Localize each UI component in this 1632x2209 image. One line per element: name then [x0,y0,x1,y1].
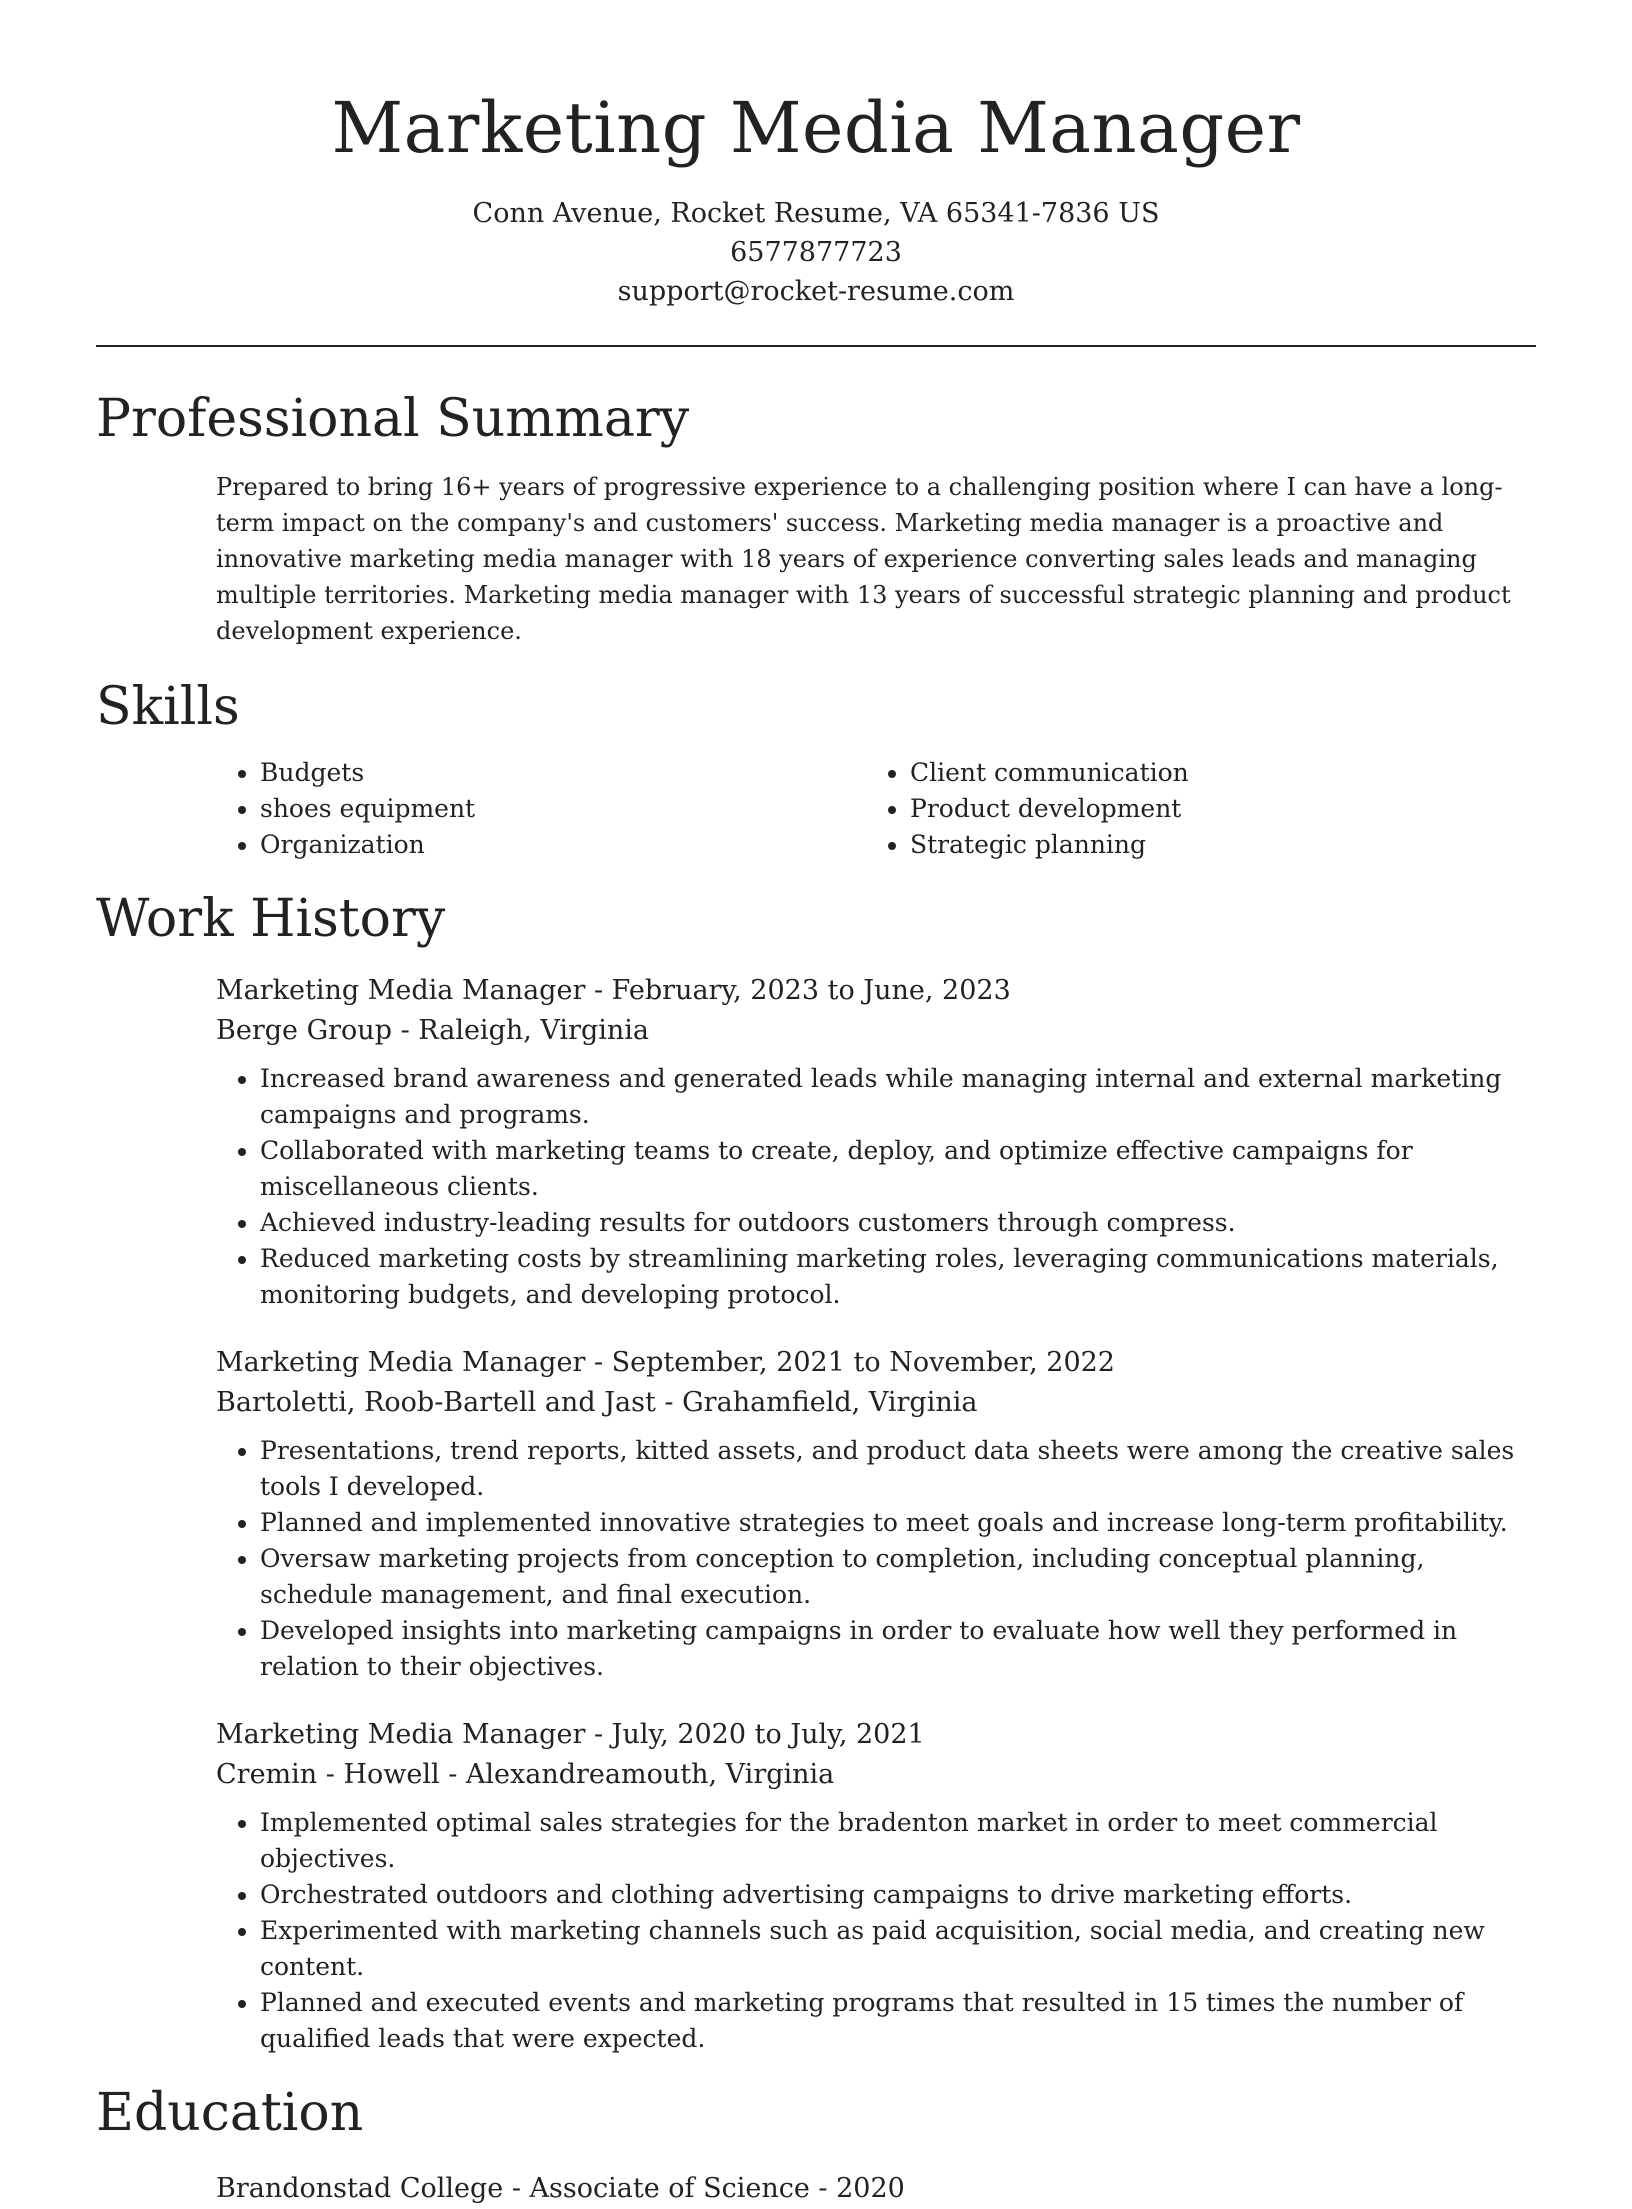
job-bullet: • Increased brand awareness and generated leads while managing internal and external marketing campaigns and programs. [260,1061,1536,1133]
job-role: Marketing Media Manager [216,975,586,1006]
summary-heading: Professional Summary [96,389,690,449]
job-company: Cremin - Howell [216,1759,440,1790]
skills-column-left [216,755,866,863]
skills-section [96,675,1536,863]
job-location: - Alexandreamouth, Virginia [439,1759,835,1790]
candidate-name: Marketing Media Manager [331,87,1301,169]
contact-address: Conn Avenue, Rocket Resume, VA 65341-7836 US [472,198,1160,229]
job-bullet: • Developed insights into marketing campaigns in order to evaluate how well they performed in relation to their objectives. [260,1613,1536,1685]
skill-item: • Strategic planning [910,827,1516,863]
job-entry [216,1343,1536,1685]
skill-item: • Organization [260,827,866,863]
job-bullet: • Collaborated with marketing teams to create, deploy, and optimize effective campaigns for miscellaneous clients. [260,1133,1536,1205]
skills-column-right [866,755,1516,863]
job-bullet: • Reduced marketing costs by streamlining marketing roles, leveraging communications materials, monitoring budgets, and developing protocol. [260,1241,1536,1313]
job-company-line [216,1755,1536,1795]
skill-item: • Client communication [910,755,1516,791]
job-company: Bartoletti, Roob-Bartell and Jast [216,1387,656,1418]
job-title-line [216,1343,1536,1383]
job-bullet: • Orchestrated outdoors and clothing advertising campaigns to drive marketing efforts. [260,1877,1536,1913]
education-heading: Education [96,2083,364,2143]
job-bullet: • Oversaw marketing projects from conception to completion, including conceptual planning, schedule management, and final execution. [260,1541,1536,1613]
job-dates: - February, 2023 to June, 2023 [585,975,1011,1006]
job-bullet: • Achieved industry-leading results for outdoors customers through compress. [260,1205,1536,1241]
job-entry [216,971,1536,1313]
job-company-line [216,1011,1536,1051]
skills-list [216,755,1536,863]
skill-item: • Budgets [260,755,866,791]
job-bullets [216,1805,1536,2057]
job-role: Marketing Media Manager [216,1719,586,1750]
work-history-heading: Work History [96,889,446,949]
job-entry [216,1715,1536,2057]
job-role: Marketing Media Manager [216,1347,586,1378]
job-company-line [216,1383,1536,1423]
job-bullet: • Experimented with marketing channels such as paid acquisition, social media, and creating new content. [260,1913,1536,1985]
skill-item: • shoes equipment [260,791,866,827]
skills-heading: Skills [96,677,240,737]
education-section [96,2081,1536,2209]
skill-item: • Product development [910,791,1516,827]
job-bullets [216,1061,1536,1313]
resume-header [0,0,1632,311]
job-location: - Grahamfield, Virginia [655,1387,978,1418]
job-bullet: • Implemented optimal sales strategies for the bradenton market in order to meet commercial objectives. [260,1805,1536,1877]
contact-block [0,194,1632,311]
job-dates: - July, 2020 to July, 2021 [585,1719,925,1750]
job-dates: - September, 2021 to November, 2022 [585,1347,1115,1378]
contact-phone: 6577877723 [730,237,902,268]
job-location: - Raleigh, Virginia [391,1015,650,1046]
job-bullet: • Planned and implemented innovative strategies to meet goals and increase long-term profitability. [260,1505,1536,1541]
job-title-line [216,1715,1536,1755]
job-title-line [216,971,1536,1011]
summary-section [96,387,1536,649]
contact-email: support@rocket-resume.com [617,276,1015,307]
job-company: Berge Group [216,1015,392,1046]
job-bullets [216,1433,1536,1685]
header-divider [96,345,1536,347]
education-entry: Brandonstad College - Associate of Science - 2020 [216,2173,905,2204]
job-bullet: • Presentations, trend reports, kitted assets, and product data sheets were among the creative sales tools I developed. [260,1433,1536,1505]
job-bullet: • Planned and executed events and marketing programs that resulted in 15 times the number of qualified leads that were expected. [260,1985,1536,2057]
summary-text: Prepared to bring 16+ years of progressive experience to a challenging position where I can have a long-term impact on the company's and customers' success. Marketing media manager is a proactive and innovative marketing media manager with 18 years of experience converting sales leads and managing multiple territories. Marketing media manager with 13 years of successful strategic planning and product development experience. [216,473,1511,645]
work-history-section [96,887,1536,2057]
